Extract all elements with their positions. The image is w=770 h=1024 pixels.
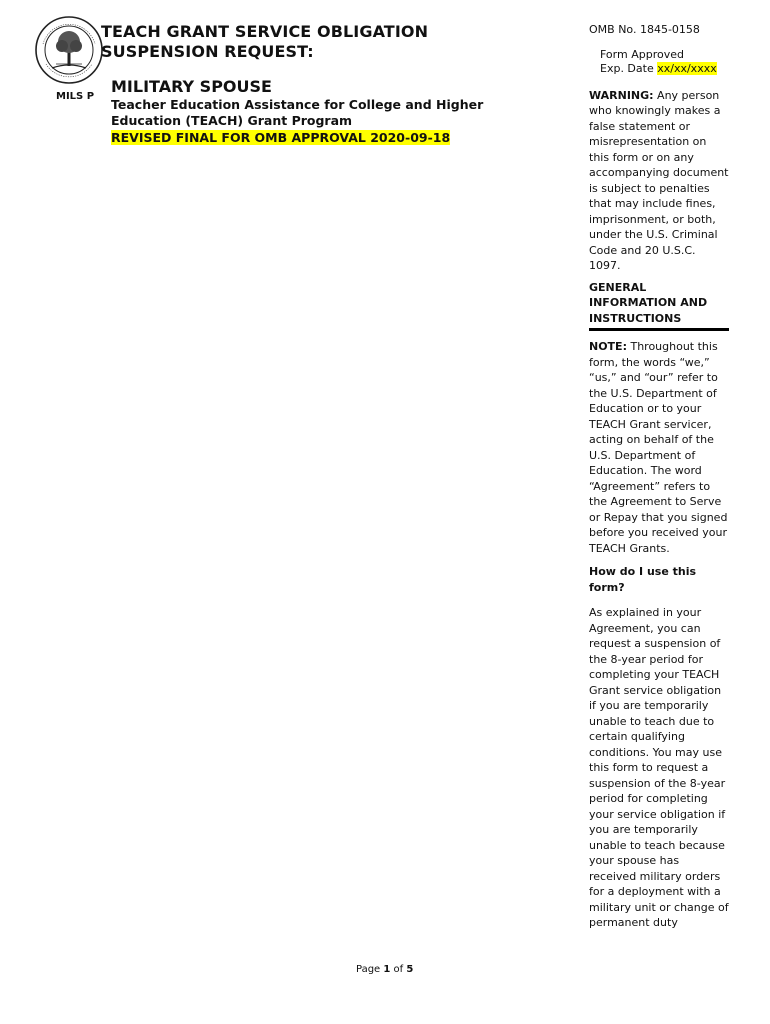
general-info-heading: GENERAL INFORMATION AND INSTRUCTIONS [589, 280, 729, 332]
note-text: Throughout this form, the words “we,” “us,” and “our” refer to the U.S. Department of Education or to your TEACH Grant servicer, acting on behalf of the U.S. Department of Education. The word “Agreement” refers to the Agreement to Serve or Repay that you signed before you received your TEACH Grants. [589, 340, 728, 555]
how-to-use-heading: How do I use this form? [589, 565, 697, 594]
warning-text: Any person who knowingly makes a false statement or misrepresentation on this form or on any accompanying document is subject to penalties that may include fines, imprisonment, or both, under the U.S. Criminal Code and 20 U.S.C. 1097. [589, 88, 729, 272]
omb-number: OMB No. 1845-0158 [589, 23, 700, 36]
page-total: 5 [406, 964, 414, 975]
expiration-line [600, 62, 729, 76]
how-to-use-text: As explained in your Agreement, you can request a suspension of the 8-year period for completing your TEACH Grant service obligation if you are temporarily unable to teach due to certain qualifying conditions. You may use this form to request a suspension of the 8-year period for completing your service obligation if you are temporarily unable to teach because your spouse has received military orders for a deployment with a military unit or change of permanent duty [589, 606, 729, 929]
program-name: Teacher Education Assistance for College and Higher Education (TEACH) Grant Program [111, 97, 484, 128]
warning-label: WARNING: [589, 88, 654, 102]
note-paragraph [589, 339, 729, 556]
of-word: of [390, 964, 407, 975]
page-word: Page [356, 964, 384, 975]
form-approved-label: Form Approved [600, 47, 684, 61]
form-code-label: MILS P [56, 91, 95, 102]
form-subtitle: MILITARY SPOUSE [111, 77, 272, 96]
form-title: TEACH GRANT SERVICE OBLIGATION SUSPENSION REQUEST: [101, 22, 429, 61]
page-footer [356, 964, 413, 975]
revised-note [111, 130, 450, 146]
revised-note-text: REVISED FINAL FOR OMB APPROVAL 2020-09-18 [111, 130, 451, 145]
expiration-value: xx/xx/xxxx [657, 61, 717, 75]
seal-emblem-icon [34, 14, 104, 90]
warning-paragraph [589, 88, 729, 274]
department-seal-logo [34, 14, 104, 90]
expiration-label: Exp. Date [600, 61, 658, 75]
note-label: NOTE: [589, 340, 627, 353]
instructions-column [589, 22, 729, 937]
page-number: 1 [383, 964, 391, 975]
approval-block [589, 48, 729, 76]
